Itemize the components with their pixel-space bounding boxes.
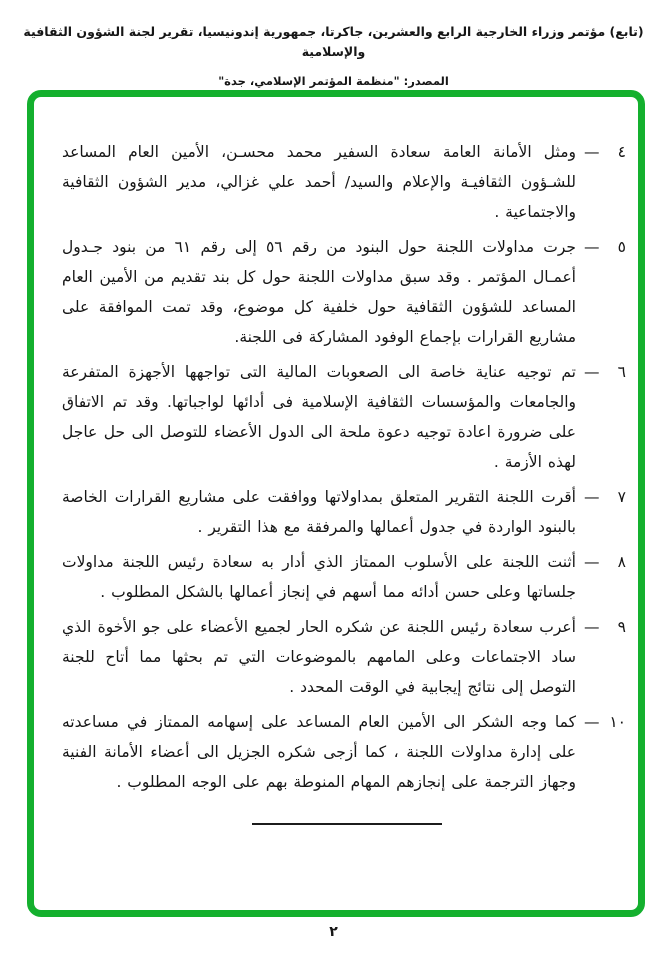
paragraph-number-value: ٤ bbox=[617, 143, 626, 161]
paragraph bbox=[62, 707, 626, 797]
paragraph-number-value: ٧ bbox=[617, 488, 626, 506]
paragraph-list bbox=[62, 137, 626, 797]
paragraph-text: كما وجه الشكر الى الأمين العام المساعد على إسهامه الممتاز في مساعدته على إدارة مداولات اللجنة ، كما أزجى شكره الجزيل الى أعضاء الأمانة الفنية وجهاز الترجمة على إنجازهم المهام المنوطة بهم على الوجه المطلوب . bbox=[62, 713, 576, 791]
paragraph-number-value: ١٠ bbox=[609, 713, 626, 731]
paragraph bbox=[62, 357, 626, 477]
paragraph bbox=[62, 482, 626, 542]
paragraph-number bbox=[576, 137, 626, 227]
paragraph-text: أقرت اللجنة التقرير المتعلق بمداولاتها ووافقت على مشاريع القرارات الخاصة بالبنود الواردة في جدول أعمالها والمرفقة مع هذا التقرير . bbox=[62, 488, 576, 536]
paragraph-dash: — bbox=[584, 143, 600, 161]
paragraph-text: جرت مداولات اللجنة حول البنود من رقم ٥٦ إلى رقم ٦١ من بنود جـدول أعمـال المؤتمر . وقد سبق مداولات اللجنة حول كل بند تقديم من الأمين العام المساعد للشؤون الثقافية حول خلفية كل موضوع، وقد تمت الموافقة على مشاريع القرارات بإجماع الوفود المشاركة فى اللجنة. bbox=[62, 238, 576, 346]
paragraph-text: أعرب سعادة رئيس اللجنة عن شكره الحار لجميع الأعضاء على جو الأخوة الذي ساد الاجتماعات وعلى المامهم بالموضوعات التي تم بحثها مما أتاح للجنة التوصل إلى نتائج إيجابية في الوقت المحدد . bbox=[62, 618, 576, 696]
header-title: (تابع) مؤتمر وزراء الخارجية الرابع والعشرين، جاكرتا، جمهورية إندونيسيا، تقرير لجنة الشؤون الثقافية والإسلامية bbox=[23, 24, 644, 59]
paragraph-number bbox=[576, 357, 626, 477]
paragraph-number-value: ٩ bbox=[617, 618, 626, 636]
paragraph-dash: — bbox=[584, 363, 600, 381]
paragraph bbox=[62, 547, 626, 607]
paragraph-text: ومثل الأمانة العامة سعادة السفير محمد محسـن، الأمين العام المساعد للشـؤون الثقافيـة والإعلام والسيد/ أحمد علي غزالي، مدير الشؤون الثقافية والاجتماعية . bbox=[62, 143, 576, 221]
paragraph-dash: — bbox=[584, 713, 600, 731]
document-body bbox=[34, 97, 638, 825]
paragraph-number bbox=[576, 547, 626, 607]
paragraph-dash: — bbox=[584, 618, 600, 636]
paragraph-number-value: ٨ bbox=[617, 553, 626, 571]
paragraph-number bbox=[576, 612, 626, 702]
paragraph-dash: — bbox=[584, 238, 600, 256]
paragraph bbox=[62, 232, 626, 352]
paragraph bbox=[62, 137, 626, 227]
paragraph-dash: — bbox=[584, 488, 600, 506]
paragraph-number bbox=[576, 707, 626, 797]
header-source: المصدر: "منظمة المؤتمر الإسلامي، جدة" bbox=[218, 74, 449, 88]
paragraph-number-value: ٦ bbox=[617, 363, 626, 381]
closing-rule bbox=[252, 823, 442, 825]
paragraph-dash: — bbox=[584, 553, 600, 571]
paragraph-number bbox=[576, 482, 626, 542]
paragraph-text: أثنت اللجنة على الأسلوب الممتاز الذي أدار به سعادة رئيس اللجنة مداولات جلساتها وعلى حسن أدائه مما أسهم في إنجاز أعمالها بالشكل المطلوب . bbox=[62, 553, 576, 601]
paragraph-text: تم توجيه عناية خاصة الى الصعوبات المالية التى تواجهها الأجهزة المتفرعة والجامعات والمؤسسات الثقافية الإسلامية فى أدائها لواجباتها. وقد تم الاتفاق على ضرورة اعادة توجيه دعوة ملحة الى الدول الأعضاء للتوصل الى حل عاجل لهذه الأزمة . bbox=[62, 363, 576, 471]
green-frame bbox=[27, 90, 645, 917]
document-header bbox=[0, 22, 667, 91]
paragraph-number-value: ٥ bbox=[617, 238, 626, 256]
paragraph-number bbox=[576, 232, 626, 352]
page-number: ٢ bbox=[329, 924, 338, 940]
paragraph bbox=[62, 612, 626, 702]
